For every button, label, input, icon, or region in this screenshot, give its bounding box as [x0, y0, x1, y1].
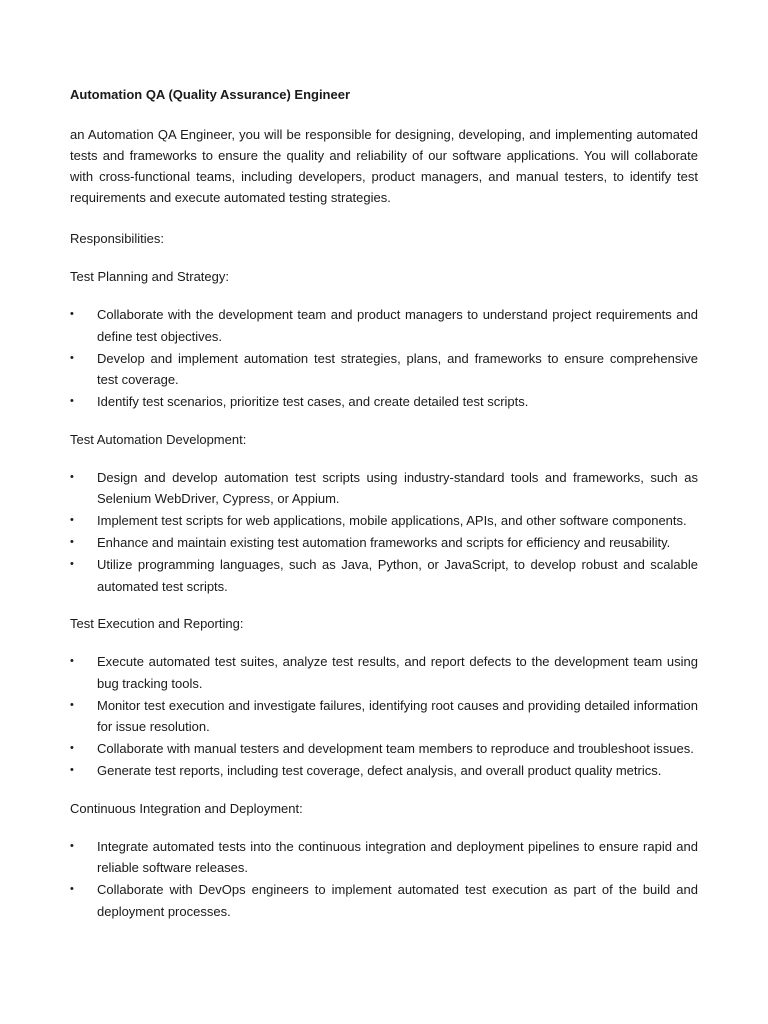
bullet-item [70, 738, 698, 760]
bullet-text: Implement test scripts for web applications, mobile applications, APIs, and other software components. [97, 513, 687, 528]
bullet-icon: • [70, 558, 74, 570]
bullet-item [70, 510, 698, 532]
bullet-item [70, 348, 698, 391]
bullet-icon: • [70, 395, 74, 407]
bullet-text: Utilize programming languages, such as Java, Python, or JavaScript, to develop robust and scalable automated test scripts. [97, 557, 698, 594]
bullet-icon: • [70, 514, 74, 526]
bullet-icon: • [70, 883, 74, 895]
intro-paragraph: an Automation QA Engineer, you will be responsible for designing, developing, and implementing automated tests and frameworks to ensure the quality and reliability of our software applications. You will collaborate with cross-functional teams, including developers, product managers, and manual testers, to identify test requirements and execute automated testing strategies. [70, 127, 698, 205]
sections-container [70, 266, 698, 922]
bullet-icon: • [70, 742, 74, 754]
bullet-text: Monitor test execution and investigate failures, identifying root causes and providing detailed information for issue resolution. [97, 697, 698, 734]
bullet-icon: • [70, 536, 74, 548]
bullet-text: Collaborate with DevOps engineers to implement automated test execution as part of the build and deployment processes. [97, 882, 698, 919]
bullet-item [70, 651, 698, 694]
bullet-icon: • [70, 470, 74, 483]
bullet-text: Integrate automated tests into the continuous integration and deployment pipelines to ensure rapid and reliable software releases. [97, 838, 698, 875]
bullet-item [70, 304, 698, 347]
bullet-icon: • [70, 351, 74, 364]
bullet-text: Generate test reports, including test coverage, defect analysis, and overall product quality metrics. [97, 763, 662, 778]
bullet-item [70, 836, 698, 879]
section-title: Test Execution and Reporting: [70, 616, 244, 631]
document-page [70, 84, 698, 938]
bullet-item [70, 760, 698, 782]
section-title: Test Automation Development: [70, 431, 247, 447]
bullet-icon: • [70, 698, 74, 711]
bullet-list [70, 836, 698, 923]
bullet-text: Execute automated test suites, analyze test results, and report defects to the development team using bug tracking tools. [97, 654, 698, 691]
bullet-icon: • [70, 764, 74, 776]
bullet-text: Enhance and maintain existing test automation frameworks and scripts for efficiency and reusability. [97, 535, 671, 550]
bullet-list [70, 467, 698, 598]
bullet-list [70, 304, 698, 413]
bullet-item [70, 695, 698, 738]
bullet-text: Design and develop automation test scripts using industry-standard tools and frameworks, such as Selenium WebDriver, Cypress, or Appium. [97, 469, 698, 506]
bullet-item [70, 391, 698, 413]
document-title: Automation QA (Quality Assurance) Engineer [70, 87, 351, 102]
section-title: Test Planning and Strategy: [70, 269, 229, 284]
bullet-item [70, 467, 698, 510]
bullet-text: Collaborate with manual testers and development team members to reproduce and troubleshoot issues. [97, 741, 694, 756]
bullet-item [70, 554, 698, 597]
bullet-list [70, 651, 698, 782]
responsibilities-label: Responsibilities: [70, 231, 164, 246]
bullet-icon: • [70, 655, 74, 667]
bullet-item [70, 879, 698, 922]
bullet-text: Develop and implement automation test strategies, plans, and frameworks to ensure comprehensive test coverage. [97, 350, 698, 387]
section-title: Continuous Integration and Deployment: [70, 800, 303, 816]
bullet-text: Identify test scenarios, prioritize test cases, and create detailed test scripts. [97, 394, 529, 409]
bullet-icon: • [70, 839, 74, 852]
bullet-text: Collaborate with the development team and product managers to understand project requirements and define test objectives. [97, 307, 698, 344]
bullet-icon: • [70, 308, 74, 320]
bullet-item [70, 532, 698, 554]
